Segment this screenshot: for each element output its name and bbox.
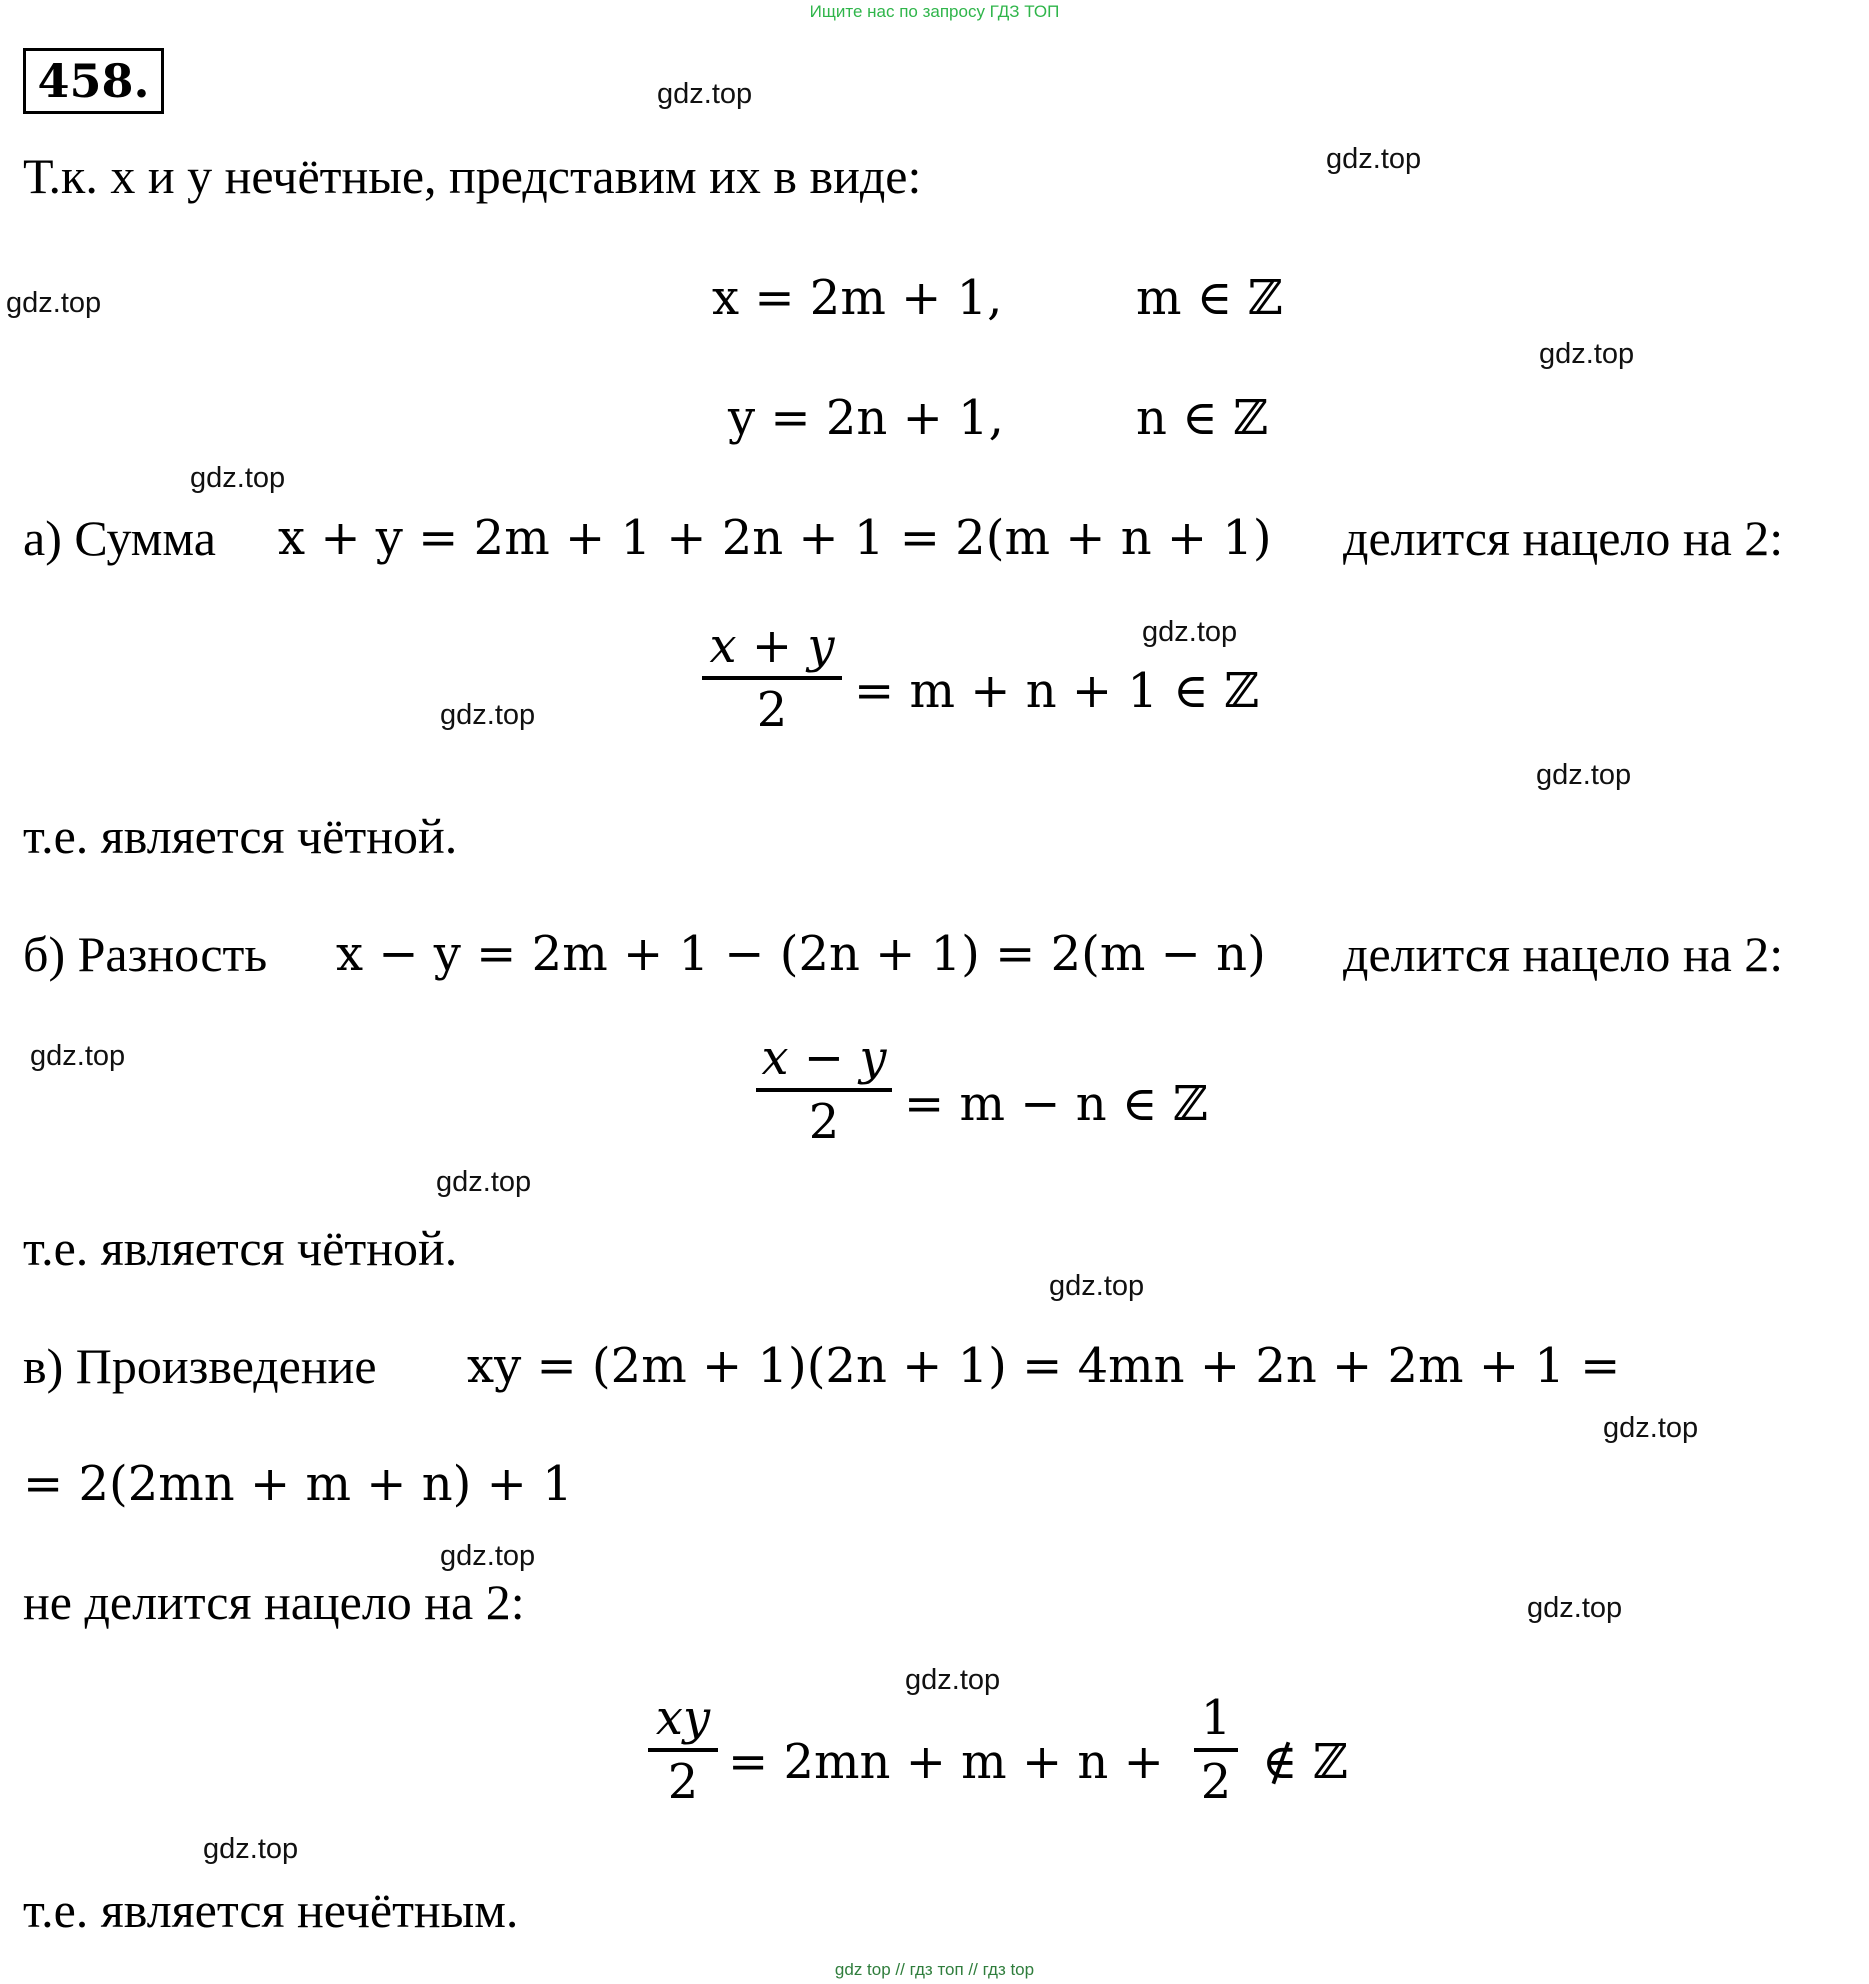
part-c-conclusion: т.е. является нечётным. bbox=[23, 1882, 519, 1938]
fraction-numerator: 1 bbox=[1200, 1690, 1232, 1746]
fraction-numerator: x − y bbox=[761, 1030, 887, 1086]
part-c-line3: не делится нацело на 2: bbox=[23, 1574, 525, 1630]
watermark: gdz.top bbox=[1049, 1270, 1145, 1302]
fraction-bar bbox=[648, 1748, 718, 1752]
problem-number: 458. bbox=[23, 48, 164, 114]
watermark: gdz.top bbox=[1603, 1412, 1699, 1444]
fraction-denominator: 2 bbox=[1200, 1754, 1232, 1810]
watermark: gdz.top bbox=[6, 287, 102, 319]
footer-links: gdz top // гдз топ // гдз top bbox=[834, 1960, 1035, 1979]
eq-y-domain: n ∈ ℤ bbox=[1136, 390, 1268, 446]
fraction-bar bbox=[1194, 1748, 1238, 1752]
watermark: gdz.top bbox=[440, 1540, 536, 1572]
part-c-fraction bbox=[648, 1690, 718, 1810]
part-c-expr: xy = (2m + 1)(2n + 1) = 4mn + 2n + 2m + 1 = bbox=[467, 1338, 1621, 1394]
fraction-bar bbox=[702, 676, 842, 680]
watermark: gdz.top bbox=[657, 78, 753, 110]
part-b-frac-rhs: = m − n ∈ ℤ bbox=[904, 1076, 1208, 1132]
watermark: gdz.top bbox=[1539, 338, 1635, 370]
watermark: gdz.top bbox=[203, 1833, 299, 1865]
fraction-denominator: 2 bbox=[667, 1754, 699, 1810]
part-c-not-in: ∉ ℤ bbox=[1262, 1734, 1348, 1790]
eq-y: y = 2n + 1, bbox=[728, 390, 1004, 446]
part-a-conclusion: т.е. является чётной. bbox=[23, 808, 458, 864]
part-b-label: б) Разность bbox=[23, 926, 268, 982]
part-a-frac-rhs: = m + n + 1 ∈ ℤ bbox=[854, 663, 1259, 719]
watermark: gdz.top bbox=[30, 1040, 126, 1072]
part-b-fraction bbox=[756, 1030, 892, 1150]
watermark: gdz.top bbox=[1527, 1592, 1623, 1624]
part-a-expr: x + y = 2m + 1 + 2n + 1 = 2(m + n + 1) bbox=[278, 510, 1272, 566]
watermark: gdz.top bbox=[1536, 759, 1632, 791]
watermark: gdz.top bbox=[436, 1166, 532, 1198]
watermark: gdz.top bbox=[1142, 616, 1238, 648]
watermark: gdz.top bbox=[190, 462, 286, 494]
watermark: gdz.top bbox=[1326, 143, 1422, 175]
eq-x: x = 2m + 1, bbox=[712, 270, 1003, 326]
fraction-numerator: xy bbox=[655, 1690, 711, 1746]
fraction-denominator: 2 bbox=[756, 682, 788, 738]
intro-text: Т.к. x и y нечётные, представим их в виде: bbox=[23, 148, 922, 204]
fraction-denominator: 2 bbox=[808, 1094, 840, 1150]
half-fraction bbox=[1194, 1690, 1238, 1810]
watermark: gdz.top bbox=[440, 699, 536, 731]
part-c-label: в) Произведение bbox=[23, 1338, 377, 1394]
part-b-conclusion: т.е. является чётной. bbox=[23, 1220, 458, 1276]
fraction-bar bbox=[756, 1088, 892, 1092]
part-a-tail: делится нацело на 2: bbox=[1343, 510, 1784, 566]
part-c-expr2: = 2(2mn + m + n) + 1 bbox=[23, 1456, 573, 1512]
eq-x-domain: m ∈ ℤ bbox=[1136, 270, 1283, 326]
fraction-numerator: x + y bbox=[709, 618, 835, 674]
part-c-frac-rhs: = 2mn + m + n + bbox=[728, 1734, 1164, 1790]
watermark: gdz.top bbox=[905, 1664, 1001, 1696]
part-a-label: а) Сумма bbox=[23, 510, 216, 566]
part-b-expr: x − y = 2m + 1 − (2n + 1) = 2(m − n) bbox=[336, 926, 1266, 982]
part-a-fraction bbox=[702, 618, 842, 738]
top-banner: Ищите нас по запросу ГДЗ ТОП bbox=[809, 2, 1060, 21]
part-b-tail: делится нацело на 2: bbox=[1343, 926, 1784, 982]
